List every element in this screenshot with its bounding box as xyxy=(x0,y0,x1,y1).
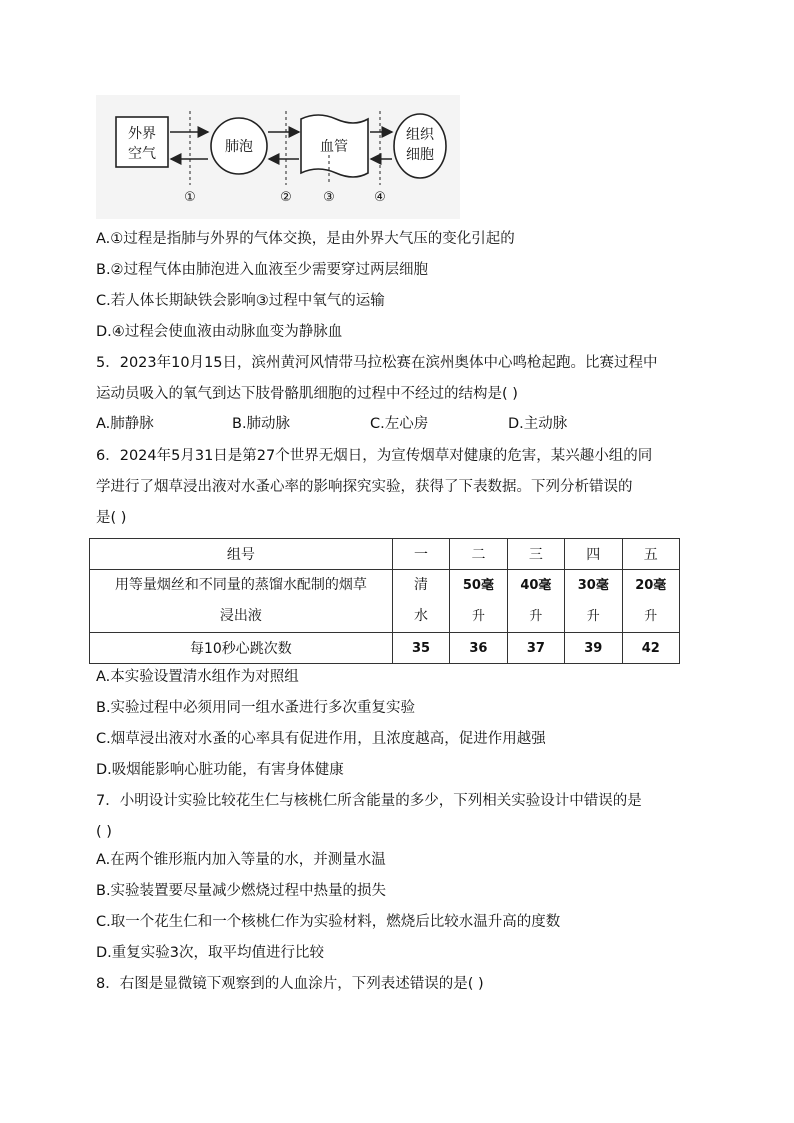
q6-stem-line1: 6．2024年5月31日是第27个世界无烟日，为宣传烟草对健康的危害，某兴趣小组的同 xyxy=(96,448,653,464)
table-cell xyxy=(392,570,449,633)
blood-vessel-label: 血管 xyxy=(320,139,348,155)
outside-air-label-2: 空气 xyxy=(128,146,156,162)
q5-options xyxy=(96,414,567,434)
q7-option-d: D.重复实验3次，取平均值进行比较 xyxy=(96,945,324,961)
table-heartbeat-2: 36 xyxy=(450,633,507,664)
cell-line: 20毫 xyxy=(635,578,667,593)
q6-data-table xyxy=(89,538,680,664)
marker-3: ③ xyxy=(323,190,335,205)
table-group-1: 一 xyxy=(392,539,449,570)
table-heartbeat-label: 每10秒心跳次数 xyxy=(90,633,393,664)
table-row xyxy=(90,633,680,664)
table-cell xyxy=(622,570,680,633)
table-solution-label xyxy=(90,570,393,633)
marker-4: ④ xyxy=(374,190,386,205)
table-heartbeat-3: 37 xyxy=(507,633,564,664)
table-solution-label-line2: 浸出液 xyxy=(219,608,262,624)
tissue-cell-label-2: 细胞 xyxy=(406,147,434,163)
q6-option-b: B.实验过程中必须用同一组水蚤进行多次重复实验 xyxy=(96,700,416,716)
table-header-label: 组号 xyxy=(90,539,393,570)
cell-line: 50毫 xyxy=(462,578,494,593)
cell-line: 水 xyxy=(414,608,429,624)
q7-stem-line2: ( ) xyxy=(96,824,112,840)
q6-stem-line3: 是( ) xyxy=(96,510,127,526)
q6-option-c: C.烟草浸出液对水蚤的心率具有促进作用，且浓度越高，促进作用越强 xyxy=(96,731,546,747)
q5-option-c: C.左心房 xyxy=(370,416,429,432)
q5-option-d: D.主动脉 xyxy=(508,416,568,432)
q7-stem-line1: 7．小明设计实验比较花生仁与核桃仁所含能量的多少，下列相关实验设计中错误的是 xyxy=(96,793,642,809)
q7-option-b: B.实验装置要尽量减少燃烧过程中热量的损失 xyxy=(96,883,387,899)
q6-option-d: D.吸烟能影响心脏功能，有害身体健康 xyxy=(96,762,344,778)
table-cell xyxy=(565,570,622,633)
table-heartbeat-4: 39 xyxy=(565,633,622,664)
respiration-diagram xyxy=(96,95,460,219)
table-group-3: 三 xyxy=(507,539,564,570)
q6-stem-line2: 学进行了烟草浸出液对水蚤心率的影响探究实验，获得了下表数据。下列分析错误的 xyxy=(96,479,633,495)
cell-line: 升 xyxy=(471,609,485,624)
table-heartbeat-1: 35 xyxy=(392,633,449,664)
q7-option-a: A.在两个锥形瓶内加入等量的水，并测量水温 xyxy=(96,852,386,868)
q4-option-a: A.①过程是指肺与外界的气体交换，是由外界大气压的变化引起的 xyxy=(96,231,515,247)
alveolus-label: 肺泡 xyxy=(225,139,253,155)
cell-line: 升 xyxy=(644,609,658,624)
table-group-5: 五 xyxy=(622,539,680,570)
outside-air-label-1: 外界 xyxy=(128,126,156,142)
table-cell xyxy=(450,570,507,633)
tissue-cell-ellipse xyxy=(394,114,446,178)
q5-option-a: A.肺静脉 xyxy=(96,416,154,432)
table-cell xyxy=(507,570,564,633)
q5-stem-line1: 5．2023年10月15日，滨州黄河风情带马拉松赛在滨州奥体中心鸣枪起跑。比赛过程中 xyxy=(96,355,658,371)
table-solution-label-line1: 用等量烟丝和不同量的蒸馏水配制的烟草 xyxy=(114,577,367,593)
q5-stem-line2: 运动员吸入的氧气到达下肢骨骼肌细胞的过程中不经过的结构是( ) xyxy=(96,386,518,402)
cell-line: 升 xyxy=(586,609,600,624)
q4-option-d: D.④过程会使血液由动脉血变为静脉血 xyxy=(96,324,343,340)
cell-line: 30毫 xyxy=(577,578,609,593)
table-row xyxy=(90,539,680,570)
cell-line: 40毫 xyxy=(520,578,552,593)
q8-stem-line1: 8．右图是显微镜下观察到的人血涂片，下列表述错误的是( ) xyxy=(96,976,484,992)
table-heartbeat-5: 42 xyxy=(622,633,680,664)
table-group-4: 四 xyxy=(565,539,622,570)
diagram-svg xyxy=(96,95,460,219)
q5-option-b: B.肺动脉 xyxy=(232,416,291,432)
q7-option-c: C.取一个花生仁和一个核桃仁作为实验材料，燃烧后比较水温升高的度数 xyxy=(96,914,561,930)
cell-line: 清 xyxy=(414,577,429,593)
marker-1: ① xyxy=(184,190,196,205)
q4-option-c: C.若人体长期缺铁会影响③过程中氧气的运输 xyxy=(96,293,385,309)
table-row xyxy=(90,570,680,633)
q6-option-a: A.本实验设置清水组作为对照组 xyxy=(96,669,299,685)
q4-option-b: B.②过程气体由肺泡进入血液至少需要穿过两层细胞 xyxy=(96,262,429,278)
cell-line: 升 xyxy=(529,609,543,624)
marker-2: ② xyxy=(280,190,292,205)
tissue-cell-label-1: 组织 xyxy=(406,127,434,143)
table-group-2: 二 xyxy=(450,539,507,570)
